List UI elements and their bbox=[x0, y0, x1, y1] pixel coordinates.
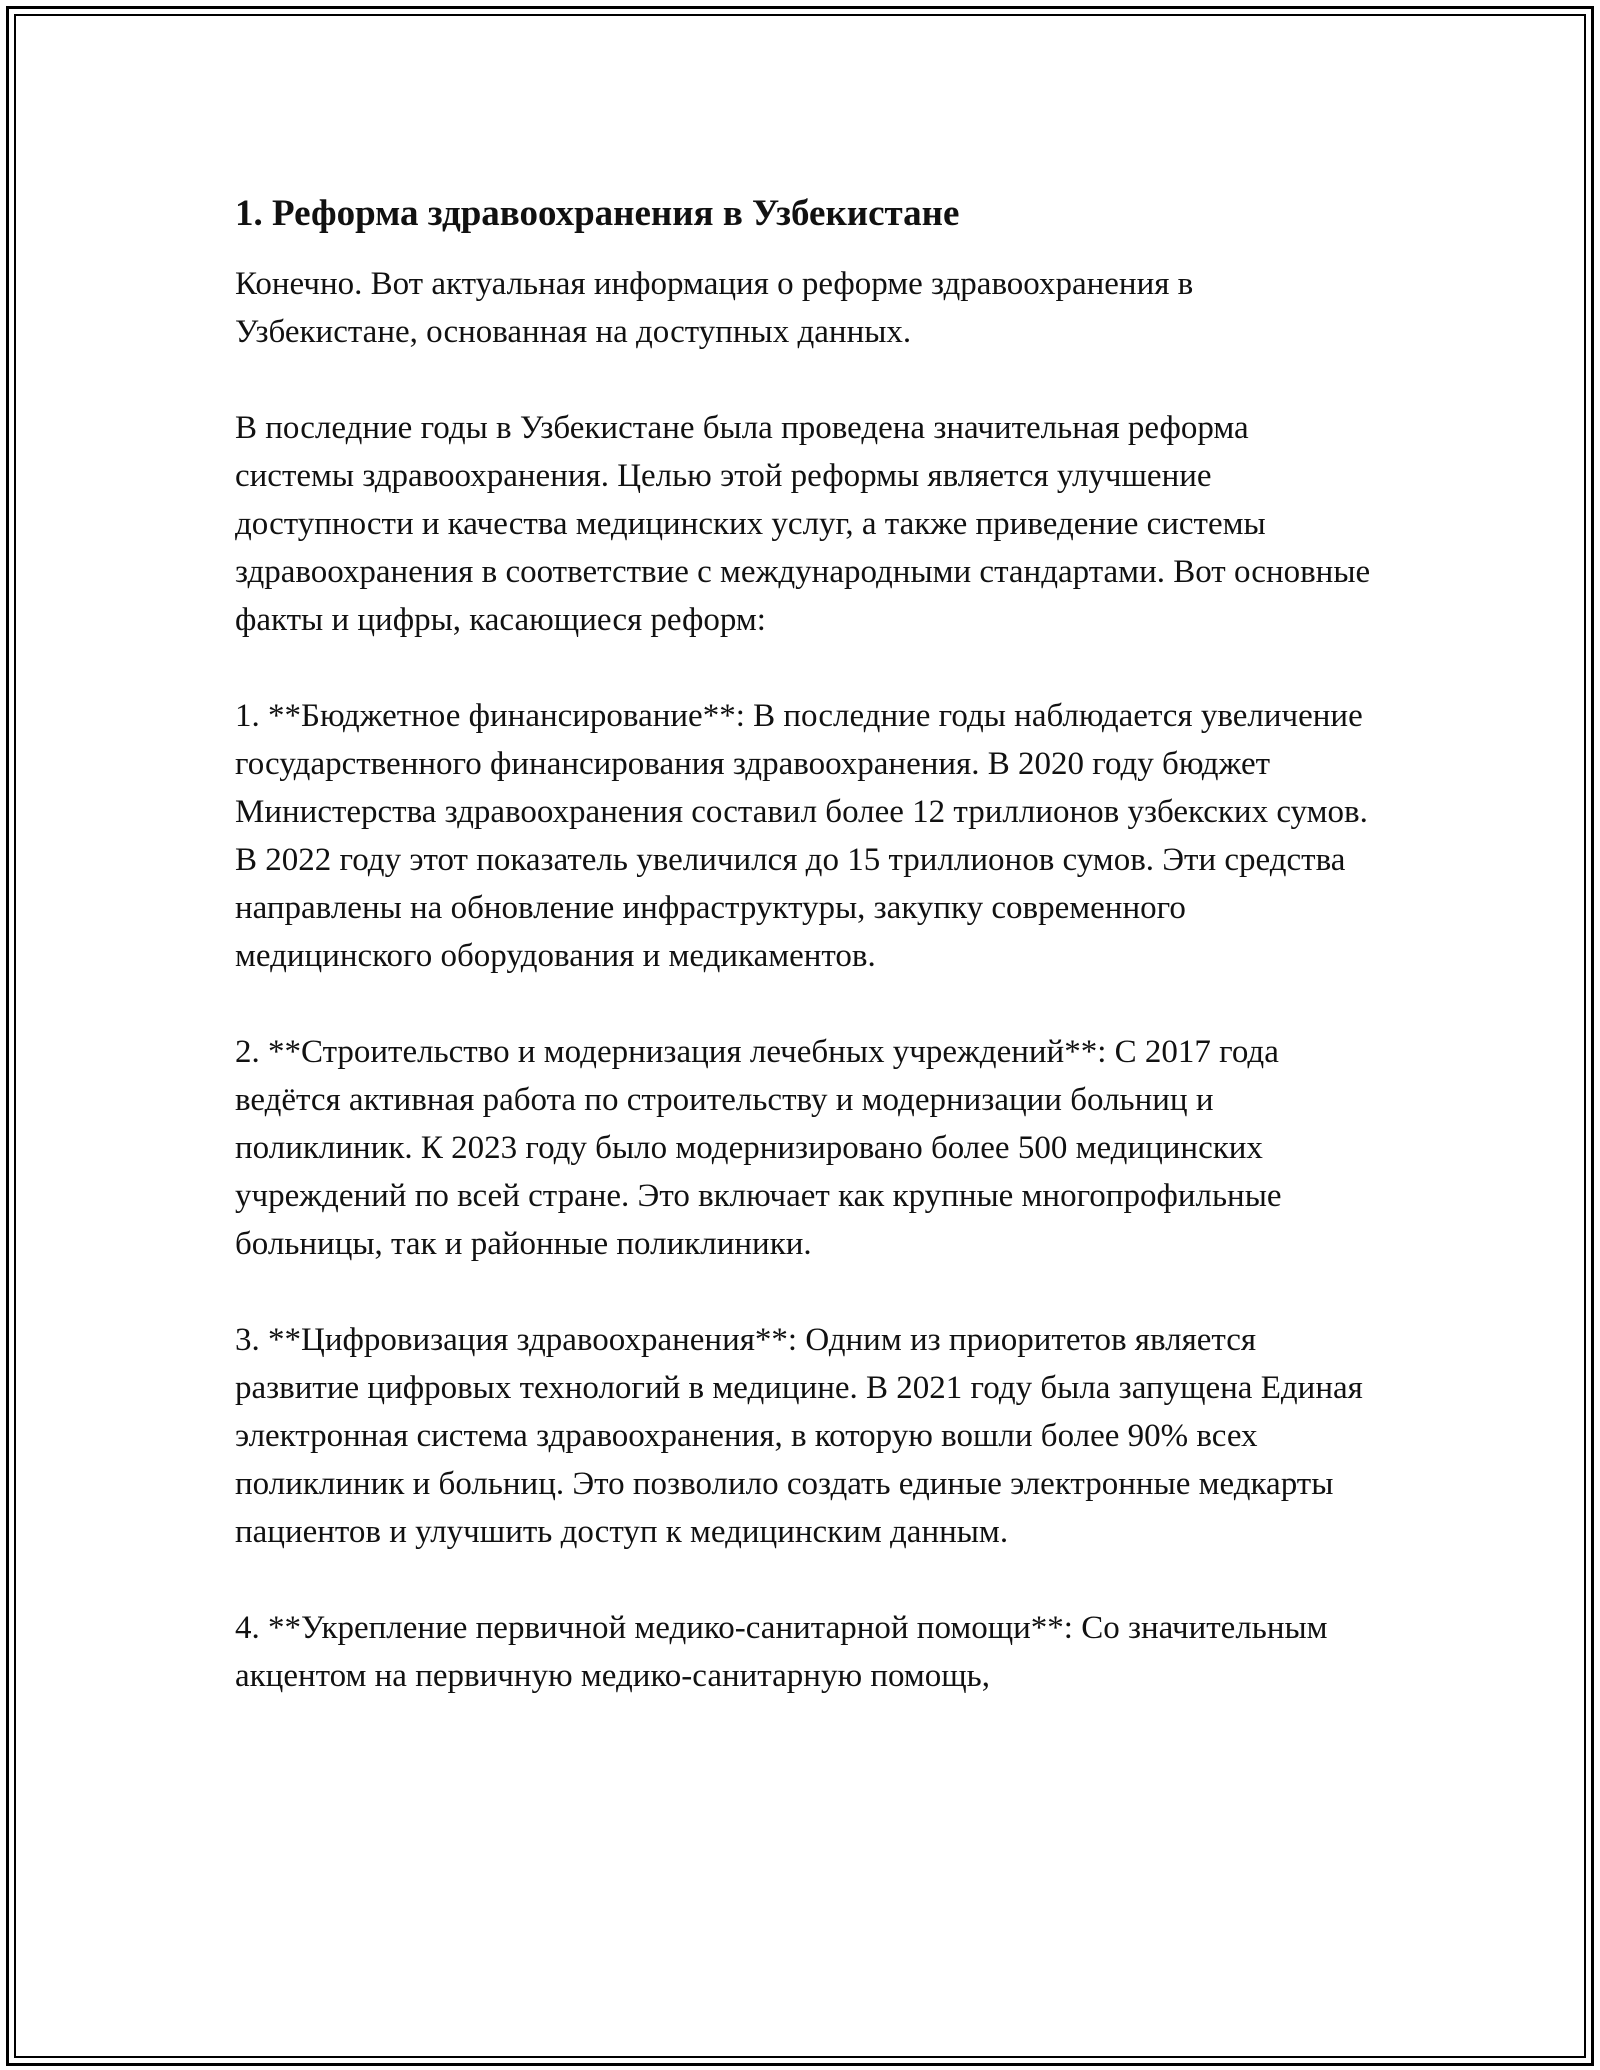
paragraph-budget: 1. **Бюджетное финансирование**: В последние годы наблюдается увеличение государственного финансирования здравоохранения. В 2020 году бюджет Министерства здравоохранения составил более 12 триллионов узбекских сумов. В 2022 году этот показатель увеличился до 15 триллионов сумов. Эти средства направлены на обновление инфраструктуры, закупку современного медицинского оборудования и медикаментов. bbox=[235, 698, 1368, 974]
paragraph-intro: Конечно. Вот актуальная информация о реформе здравоохранения в Узбекистане, основанная на доступных данных. bbox=[235, 266, 1194, 350]
paragraph-primary-care: 4. **Укрепление первичной медико-санитарной помощи**: Со значительным акцентом на первичную медико-санитарную помощь, bbox=[235, 1610, 1328, 1694]
paragraph-overview: В последние годы в Узбекистане была проведена значительная реформа системы здравоохранения. Целью этой реформы является улучшение доступности и качества медицинских услуг, а также приведение системы здравоохранения в соответствие с международными стандартами. Вот основные факты и цифры, касающиеся реформ: bbox=[235, 410, 1371, 638]
paragraph-construction: 2. **Строительство и модернизация лечебных учреждений**: С 2017 года ведётся активная работа по строительству и модернизации больниц и поликлиник. К 2023 году было модернизировано более 500 медицинских учреждений по всей стране. Это включает как крупные многопрофильные больницы, так и районные поликлиники. bbox=[235, 1034, 1282, 1262]
document-body bbox=[235, 188, 1375, 1700]
document-title: 1. Реформа здравоохранения в Узбекистане bbox=[235, 193, 960, 234]
paragraph-digitalization: 3. **Цифровизация здравоохранения**: Одним из приоритетов является развитие цифровых технологий в медицине. В 2021 году была запущена Единая электронная система здравоохранения, в которую вошли более 90% всех поликлиник и больниц. Это позволило создать единые электронные медкарты пациентов и улучшить доступ к медицинским данным. bbox=[235, 1322, 1363, 1550]
